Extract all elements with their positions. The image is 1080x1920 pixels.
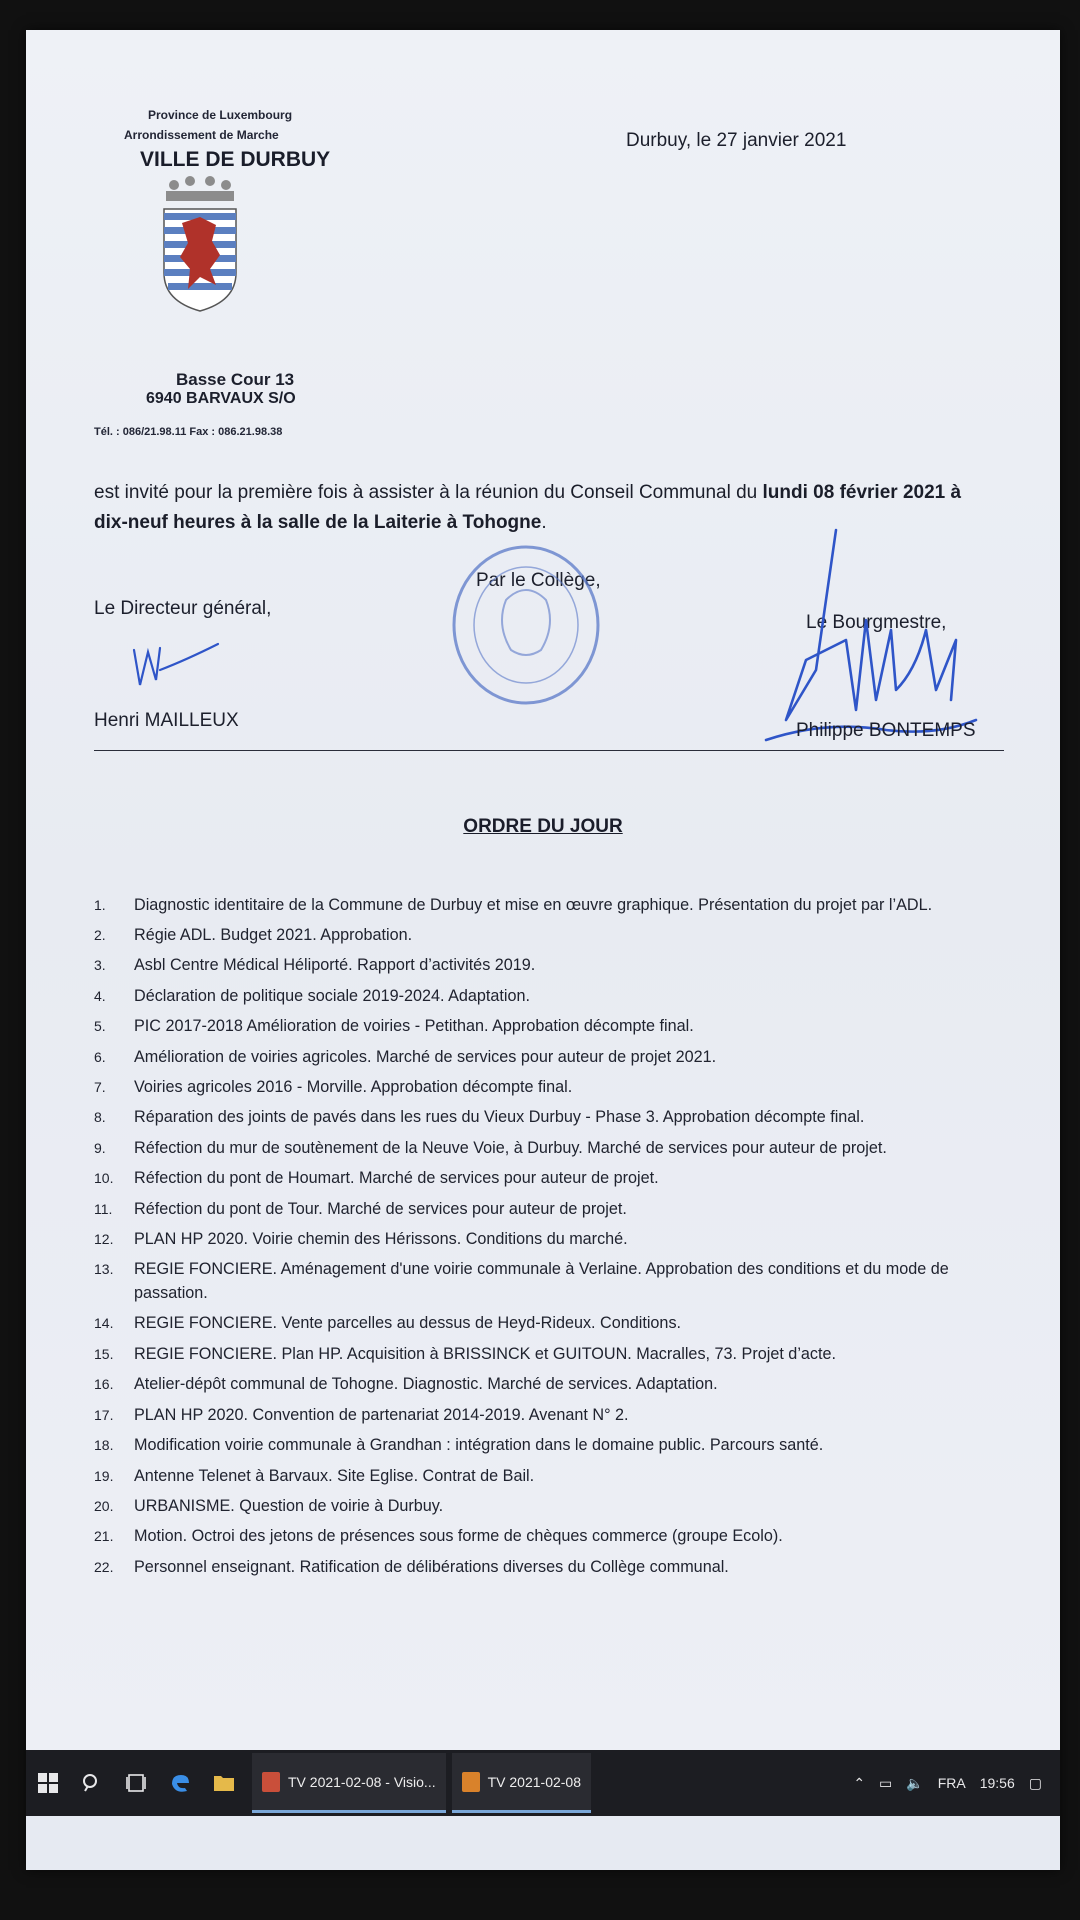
agenda-item xyxy=(94,1194,994,1224)
agenda-item xyxy=(94,1369,994,1399)
agenda-item-text: Voiries agricoles 2016 - Morville. Approbation décompte final. xyxy=(134,1078,573,1097)
notification-icon[interactable]: ▢ xyxy=(1028,1774,1042,1791)
agenda-item-number: 9. xyxy=(94,1139,106,1156)
agenda-item xyxy=(94,1308,994,1338)
agenda-item xyxy=(94,1254,994,1308)
agenda-item xyxy=(94,1072,994,1102)
arrondissement-label: Arrondissement de Marche xyxy=(124,128,279,142)
agenda-item xyxy=(94,1400,994,1430)
address-line-1: Basse Cour 13 xyxy=(176,370,295,389)
taskbar-app-tv[interactable] xyxy=(452,1753,591,1813)
agenda-item-text: PLAN HP 2020. Convention de partenariat 2014-2019. Avenant N° 2. xyxy=(134,1405,629,1424)
agenda-item-text: Réfection du mur de soutènement de la Neuve Voie, à Durbuy. Marché de services pour auteur de projet. xyxy=(134,1138,887,1157)
agenda-item xyxy=(94,1339,994,1369)
agenda-item xyxy=(94,1102,994,1132)
pdf-app-icon xyxy=(262,1772,280,1792)
agenda-item-text: PLAN HP 2020. Voirie chemin des Hérissons. Conditions du marché. xyxy=(134,1230,628,1249)
agenda-item-number: 21. xyxy=(94,1528,114,1545)
agenda-item xyxy=(94,1224,994,1254)
agenda-item-text: Déclaration de politique sociale 2019-2024. Adaptation. xyxy=(134,986,530,1005)
director-signature-icon xyxy=(126,630,236,700)
agenda-item-text: Asbl Centre Médical Héliporté. Rapport d’activités 2019. xyxy=(134,956,536,975)
system-tray xyxy=(853,1775,1060,1792)
agenda-item xyxy=(94,1163,994,1193)
agenda-item-number: 10. xyxy=(94,1170,114,1187)
document-app-icon xyxy=(462,1772,480,1792)
task-view-icon[interactable] xyxy=(114,1750,158,1816)
agenda-item-number: 18. xyxy=(94,1437,114,1454)
taskbar xyxy=(26,1750,1060,1816)
coat-of-arms-icon xyxy=(160,173,240,323)
agenda-item-number: 6. xyxy=(94,1048,106,1065)
director-name: Henri MAILLEUX xyxy=(94,710,239,731)
agenda-item xyxy=(94,920,994,950)
taskbar-app-tv-label: TV 2021-02-08 xyxy=(487,1773,582,1790)
chevron-up-icon[interactable]: ⌃ xyxy=(853,1774,866,1791)
phone-fax: Tél. : 086/21.98.11 Fax : 086.21.98.38 xyxy=(94,426,283,438)
windows-logo-icon[interactable] xyxy=(26,1750,70,1816)
agenda-item xyxy=(94,1011,994,1041)
agenda-item xyxy=(94,1042,994,1072)
invitation-line-1 xyxy=(94,482,994,504)
agenda-item-text: Antenne Telenet à Barvaux. Site Eglise. Contrat de Bail. xyxy=(134,1466,535,1485)
agenda-item-number: 22. xyxy=(94,1558,114,1575)
agenda-item-number: 16. xyxy=(94,1376,114,1393)
agenda-item-text: Régie ADL. Budget 2021. Approbation. xyxy=(134,926,413,944)
invitation-date: lundi 08 février 2021 à xyxy=(762,482,962,503)
agenda-item-number: 8. xyxy=(94,1109,106,1126)
clock[interactable]: 19:56 xyxy=(979,1775,1015,1791)
address-line-2: 6940 BARVAUX S/O xyxy=(146,390,296,407)
agenda-item-number: 17. xyxy=(94,1406,114,1423)
monitor-screen xyxy=(26,30,1060,1870)
agenda-item-text: REGIE FONCIERE. Plan HP. Acquisition à BRISSINCK et GUITOUN. Macralles, 73. Projet d’acte. xyxy=(134,1344,837,1363)
par-le-college: Par le Collège, xyxy=(476,570,601,591)
agenda-item xyxy=(94,890,994,920)
agenda-item-text: URBANISME. Question de voirie à Durbuy. xyxy=(134,1496,444,1515)
agenda-item-number: 19. xyxy=(94,1467,114,1484)
agenda-item-text: Réfection du pont de Tour. Marché de services pour auteur de projet. xyxy=(134,1199,627,1218)
agenda-item-number: 11. xyxy=(94,1200,113,1217)
agenda-item-number: 3. xyxy=(94,957,106,974)
agenda-item xyxy=(94,950,994,980)
agenda-title: ORDRE DU JOUR xyxy=(463,816,623,837)
invitation-end: . xyxy=(541,512,547,533)
search-icon[interactable] xyxy=(70,1750,114,1816)
agenda-item-text: REGIE FONCIERE. Aménagement d'une voirie communale à Verlaine. Approbation des conditions et du mode de passation. xyxy=(134,1260,949,1303)
mayor-name: Philippe BONTEMPS xyxy=(796,720,976,741)
director-title: Le Directeur général, xyxy=(94,598,272,619)
agenda-item xyxy=(94,1133,994,1163)
agenda-item-text: Modification voirie communale à Grandhan : intégration dans le domaine public. Parcours santé. xyxy=(134,1436,824,1455)
agenda-item-text: REGIE FONCIERE. Vente parcelles au dessus de Heyd-Rideux. Conditions. xyxy=(134,1314,682,1333)
agenda-item-number: 12. xyxy=(94,1231,114,1248)
date-line: Durbuy, le 27 janvier 2021 xyxy=(626,130,847,151)
agenda-item-number: 1. xyxy=(94,897,106,913)
document-viewer xyxy=(26,30,1060,1750)
divider xyxy=(94,750,1004,751)
agenda-item-number: 13. xyxy=(94,1261,114,1278)
agenda-item-text: Atelier-dépôt communal de Tohogne. Diagnostic. Marché de services. Adaptation. xyxy=(134,1375,718,1394)
agenda-item xyxy=(94,981,994,1011)
agenda-item xyxy=(94,1430,994,1460)
mayor-title: Le Bourgmestre, xyxy=(806,612,947,633)
agenda-item-text: Amélioration de voiries agricoles. Marché de services pour auteur de projet 2021. xyxy=(134,1047,717,1066)
edge-icon[interactable] xyxy=(158,1750,202,1816)
agenda-item xyxy=(94,1521,994,1551)
invitation-text: est invité pour la première fois à assister à la réunion du Conseil Communal du xyxy=(94,482,763,503)
agenda-item-number: 2. xyxy=(94,927,106,943)
agenda-item-text: Motion. Octroi des jetons de présences sous forme de chèques commerce (groupe Ecolo). xyxy=(134,1527,783,1546)
agenda-item-text: PIC 2017-2018 Amélioration de voiries - Petithan. Approbation décompte final. xyxy=(134,1017,694,1036)
agenda-item-number: 4. xyxy=(94,987,106,1004)
agenda-item-number: 14. xyxy=(94,1315,114,1332)
agenda-item-number: 15. xyxy=(94,1345,114,1362)
agenda-item xyxy=(94,1461,994,1491)
language-indicator[interactable]: FRA xyxy=(937,1775,966,1791)
province-label: Province de Luxembourg xyxy=(148,108,293,122)
agenda-item-text: Réfection du pont de Houmart. Marché de services pour auteur de projet. xyxy=(134,1169,659,1188)
invitation-time-place: dix-neuf heures à la salle de la Laiterie à Tohogne xyxy=(94,512,542,533)
agenda-item-text: Personnel enseignant. Ratification de délibérations diverses du Collège communal. xyxy=(134,1557,729,1576)
volume-icon[interactable]: 🔈 xyxy=(906,1774,924,1791)
agenda-item-number: 7. xyxy=(94,1079,106,1096)
agenda-item xyxy=(94,1552,994,1582)
agenda-item-text: Réparation des joints de pavés dans les rues du Vieux Durbuy - Phase 3. Approbation décompte final. xyxy=(134,1108,865,1127)
folder-icon[interactable] xyxy=(202,1750,246,1816)
battery-icon[interactable]: ▭ xyxy=(879,1774,893,1791)
agenda-item-number: 5. xyxy=(94,1018,106,1035)
agenda-list xyxy=(94,890,994,1582)
agenda-item-number: 20. xyxy=(94,1497,114,1514)
city-name: VILLE DE DURBUY xyxy=(140,148,331,171)
taskbar-app-visio-label: TV 2021-02-08 - Visio... xyxy=(288,1773,436,1790)
agenda-item-text: Diagnostic identitaire de la Commune de Durbuy et mise en œuvre graphique. Présentation du projet par l’ADL. xyxy=(134,896,933,914)
agenda-item xyxy=(94,1491,994,1521)
official-stamp-icon xyxy=(446,540,606,710)
taskbar-app-visio[interactable] xyxy=(252,1753,446,1813)
